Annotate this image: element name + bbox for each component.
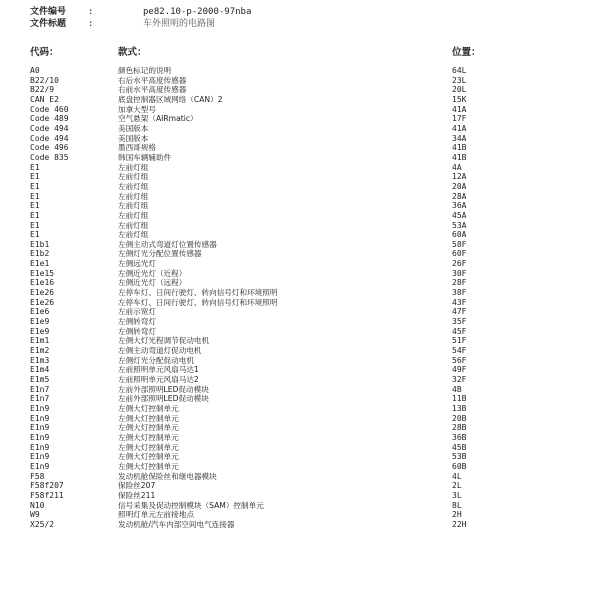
row-position: 26F xyxy=(452,259,467,269)
table-row xyxy=(0,452,600,462)
row-description: 左前外部照明LED促动模块 xyxy=(118,394,209,404)
table-row xyxy=(0,404,600,414)
row-code: E1e1 xyxy=(30,259,50,269)
row-position: 64L xyxy=(452,66,467,75)
table-row xyxy=(0,240,600,250)
table-row xyxy=(0,385,600,395)
table-row xyxy=(0,163,600,173)
table-row xyxy=(0,221,600,231)
row-description: 左侧灯光分配位置传感器 xyxy=(118,249,202,259)
row-description: 发动机舱/汽车内部空间电气连接器 xyxy=(118,519,235,529)
component-table xyxy=(0,66,600,530)
row-position: 17F xyxy=(452,114,467,124)
table-row xyxy=(0,317,600,327)
row-description: 美国版本 xyxy=(118,133,149,143)
row-description: 左前灯组 xyxy=(118,162,149,172)
row-position: 28A xyxy=(452,191,467,201)
row-code: E1n7 xyxy=(30,384,50,394)
row-code: Code 489 xyxy=(30,114,69,124)
table-row xyxy=(0,95,600,105)
row-position: 54F xyxy=(452,346,467,356)
row-position: 13B xyxy=(452,403,467,413)
row-position: 36B xyxy=(452,432,467,442)
row-position: 51F xyxy=(452,336,467,346)
row-position: 22H xyxy=(452,519,467,529)
row-description: 左侧大灯控制单元 xyxy=(118,432,179,442)
table-row xyxy=(0,433,600,443)
row-position: 34A xyxy=(452,133,467,143)
row-position: 3L xyxy=(452,490,462,500)
row-position: 20B xyxy=(452,413,467,423)
row-code: E1 xyxy=(30,172,40,182)
row-position: 41B xyxy=(452,152,467,162)
row-position: 35F xyxy=(452,317,467,327)
table-row xyxy=(0,153,600,163)
row-code: E1e26 xyxy=(30,297,55,307)
row-description: 左前灯组 xyxy=(118,181,149,191)
row-description: 颜色标记的说明 xyxy=(118,66,172,75)
row-code: E1e9 xyxy=(30,326,50,336)
row-position: 49F xyxy=(452,365,467,375)
row-code: E1m1 xyxy=(30,336,50,346)
row-description: 左前灯组 xyxy=(118,230,149,240)
row-description: 左侧主动式弯道灯位置传感器 xyxy=(118,239,217,249)
row-description: 左侧灯光分配促动电机 xyxy=(118,355,194,365)
table-row xyxy=(0,143,600,153)
row-code: Code 494 xyxy=(30,123,69,133)
table-row xyxy=(0,481,600,491)
row-position: 36A xyxy=(452,201,467,211)
row-position: 45A xyxy=(452,210,467,220)
row-code: F58f211 xyxy=(30,490,64,500)
row-position: 4A xyxy=(452,162,462,172)
row-description: 左前示宽灯 xyxy=(118,307,156,317)
table-row xyxy=(0,114,600,124)
table-row xyxy=(0,249,600,259)
row-description: 左前照明单元风扇马达1 xyxy=(118,365,199,375)
row-description: 左前灯组 xyxy=(118,210,149,220)
row-code: E1 xyxy=(30,191,40,201)
table-row xyxy=(0,510,600,520)
table-row xyxy=(0,394,600,404)
row-description: 左侧转弯灯 xyxy=(118,317,156,327)
row-code: CAN E2 xyxy=(30,94,59,104)
row-description: 左侧远光灯 xyxy=(118,259,156,269)
table-row xyxy=(0,414,600,424)
table-row xyxy=(0,375,600,385)
row-position: 58F xyxy=(452,239,467,249)
row-position: 20L xyxy=(452,85,467,95)
table-row xyxy=(0,230,600,240)
row-position: 2L xyxy=(452,481,462,491)
table-row xyxy=(0,259,600,269)
row-code: E1 xyxy=(30,210,40,220)
table-row xyxy=(0,307,600,317)
row-description: 空气悬架（AIRmatic） xyxy=(118,114,198,124)
row-position: 2H xyxy=(452,510,462,520)
row-code: E1e26 xyxy=(30,288,55,298)
row-description: 左侧近光灯（远程） xyxy=(118,278,187,288)
doc-title-label: 文件标题 xyxy=(30,19,67,29)
row-description: 发动机舱保险丝和继电器模块 xyxy=(118,471,217,481)
row-position: 41A xyxy=(452,104,467,114)
row-description: 右前水平高度传感器 xyxy=(118,85,187,95)
row-code: W9 xyxy=(30,510,40,520)
table-row xyxy=(0,172,600,182)
row-code: E1 xyxy=(30,220,40,230)
row-code: Code 494 xyxy=(30,133,69,143)
row-description: 左侧近光灯（近程） xyxy=(118,268,187,278)
row-code: E1n9 xyxy=(30,423,50,433)
row-description: 底盘控制器区域网络（CAN）2 xyxy=(118,94,223,104)
row-position: 23L xyxy=(452,75,467,85)
row-description: 墨西哥规格 xyxy=(118,143,156,153)
row-position: 60A xyxy=(452,230,467,240)
row-code: B22/10 xyxy=(30,75,59,85)
table-row xyxy=(0,298,600,308)
table-row xyxy=(0,443,600,453)
table-row xyxy=(0,462,600,472)
row-code: N10 xyxy=(30,500,45,510)
header-code: 代码： xyxy=(30,47,59,58)
row-position: 11B xyxy=(452,394,467,404)
row-code: F58 xyxy=(30,471,45,481)
row-code: E1n9 xyxy=(30,452,50,462)
row-position: 38F xyxy=(452,288,467,298)
table-row xyxy=(0,336,600,346)
doc-title-colon: : xyxy=(88,19,94,29)
row-position: 45F xyxy=(452,326,467,336)
row-position: 32F xyxy=(452,375,467,384)
row-code: E1 xyxy=(30,230,40,240)
table-row xyxy=(0,192,600,202)
row-code: E1e9 xyxy=(30,317,50,327)
row-position: 60F xyxy=(452,249,467,259)
row-code: E1e16 xyxy=(30,278,55,288)
row-code: E1n9 xyxy=(30,432,50,442)
table-row xyxy=(0,356,600,366)
row-description: 左前照明单元风扇马达2 xyxy=(118,375,199,384)
row-code: E1n9 xyxy=(30,442,50,452)
table-row xyxy=(0,365,600,375)
row-code: B22/9 xyxy=(30,85,55,95)
table-row xyxy=(0,520,600,530)
row-description: 美国版本 xyxy=(118,123,149,133)
row-code: E1e15 xyxy=(30,268,55,278)
row-code: E1b1 xyxy=(30,239,50,249)
row-code: E1b2 xyxy=(30,249,50,259)
table-row xyxy=(0,501,600,511)
row-code: F58f207 xyxy=(30,481,64,491)
table-row xyxy=(0,105,600,115)
row-description: 左停车灯、日间行驶灯、转向信号灯和环境照明 xyxy=(118,288,278,298)
row-code: E1e6 xyxy=(30,307,50,317)
table-row xyxy=(0,327,600,337)
row-position: 12A xyxy=(452,172,467,182)
row-position: 15K xyxy=(452,94,467,104)
table-row xyxy=(0,346,600,356)
table-row xyxy=(0,134,600,144)
row-code: E1n9 xyxy=(30,413,50,423)
row-description: 左侧大灯控制单元 xyxy=(118,413,179,423)
table-row xyxy=(0,211,600,221)
row-description: 左侧大灯控制单元 xyxy=(118,442,179,452)
table-row xyxy=(0,66,600,76)
header-desc: 款式： xyxy=(118,47,147,58)
row-code: E1m2 xyxy=(30,346,50,356)
row-position: 28F xyxy=(452,278,467,288)
row-position: 8L xyxy=(452,500,462,510)
row-code: E1n9 xyxy=(30,461,50,471)
row-position: 41A xyxy=(452,123,467,133)
row-position: 41B xyxy=(452,143,467,153)
table-row xyxy=(0,423,600,433)
row-code: Code 496 xyxy=(30,143,69,153)
row-code: E1n7 xyxy=(30,394,50,404)
row-code: A0 xyxy=(30,66,40,75)
row-description: 左侧转弯灯 xyxy=(118,326,156,336)
header-pos: 位置： xyxy=(452,47,481,58)
table-row xyxy=(0,182,600,192)
row-description: 左前灯组 xyxy=(118,172,149,182)
row-description: 左前灯组 xyxy=(118,191,149,201)
row-description: 保险丝211 xyxy=(118,490,156,500)
row-description: 照明灯单元左前接地点 xyxy=(118,510,194,520)
row-description: 左停车灯、日间行驶灯、转向信号灯和环境照明 xyxy=(118,297,278,307)
row-description: 右后水平高度传感器 xyxy=(118,75,187,85)
table-row xyxy=(0,472,600,482)
row-description: 韩国车辆辅助件 xyxy=(118,152,172,162)
row-position: 56F xyxy=(452,355,467,365)
row-code: Code 835 xyxy=(30,152,69,162)
row-description: 左侧大灯控制单元 xyxy=(118,403,179,413)
doc-number-label: 文件编号 xyxy=(30,7,67,17)
row-code: E1m5 xyxy=(30,375,50,384)
row-position: 43F xyxy=(452,297,467,307)
table-row xyxy=(0,269,600,279)
row-code: E1m3 xyxy=(30,355,50,365)
doc-title-value: 车外照明的电路图 xyxy=(143,19,216,29)
row-description: 左侧大灯光程调节促动电机 xyxy=(118,336,210,346)
table-row xyxy=(0,288,600,298)
row-code: Code 460 xyxy=(30,104,69,114)
row-code: X25/2 xyxy=(30,519,55,529)
table-row xyxy=(0,278,600,288)
row-code: E1n9 xyxy=(30,403,50,413)
row-code: E1 xyxy=(30,201,40,211)
row-position: 60B xyxy=(452,461,467,471)
row-description: 左前灯组 xyxy=(118,220,149,230)
row-position: 28B xyxy=(452,423,467,433)
table-row xyxy=(0,491,600,501)
row-code: E1 xyxy=(30,162,40,172)
row-code: E1m4 xyxy=(30,365,50,375)
row-position: 53A xyxy=(452,220,467,230)
row-position: 30F xyxy=(452,268,467,278)
table-row xyxy=(0,124,600,134)
row-description: 左前灯组 xyxy=(118,201,149,211)
table-row xyxy=(0,85,600,95)
row-description: 左侧大灯控制单元 xyxy=(118,423,179,433)
row-description: 左前外部照明LED促动模块 xyxy=(118,384,209,394)
doc-number-colon: : xyxy=(88,7,94,17)
row-position: 20A xyxy=(452,181,467,191)
row-position: 47F xyxy=(452,307,467,317)
row-position: 45B xyxy=(452,442,467,452)
row-description: 加拿大型号 xyxy=(118,104,156,114)
doc-number-value: pe82.10-p-2000-97nba xyxy=(143,7,252,17)
row-description: 保险丝207 xyxy=(118,481,156,491)
row-code: E1 xyxy=(30,181,40,191)
row-position: 53B xyxy=(452,452,467,462)
row-description: 左侧大灯控制单元 xyxy=(118,461,179,471)
row-description: 左侧大灯控制单元 xyxy=(118,452,179,462)
table-row xyxy=(0,201,600,211)
row-position: 4L xyxy=(452,471,462,481)
row-description: 左侧主动弯道灯促动电机 xyxy=(118,346,202,356)
table-row xyxy=(0,76,600,86)
row-position: 4B xyxy=(452,384,462,394)
row-description: 信号采集及促动控制模块（SAM）控制单元 xyxy=(118,500,264,510)
